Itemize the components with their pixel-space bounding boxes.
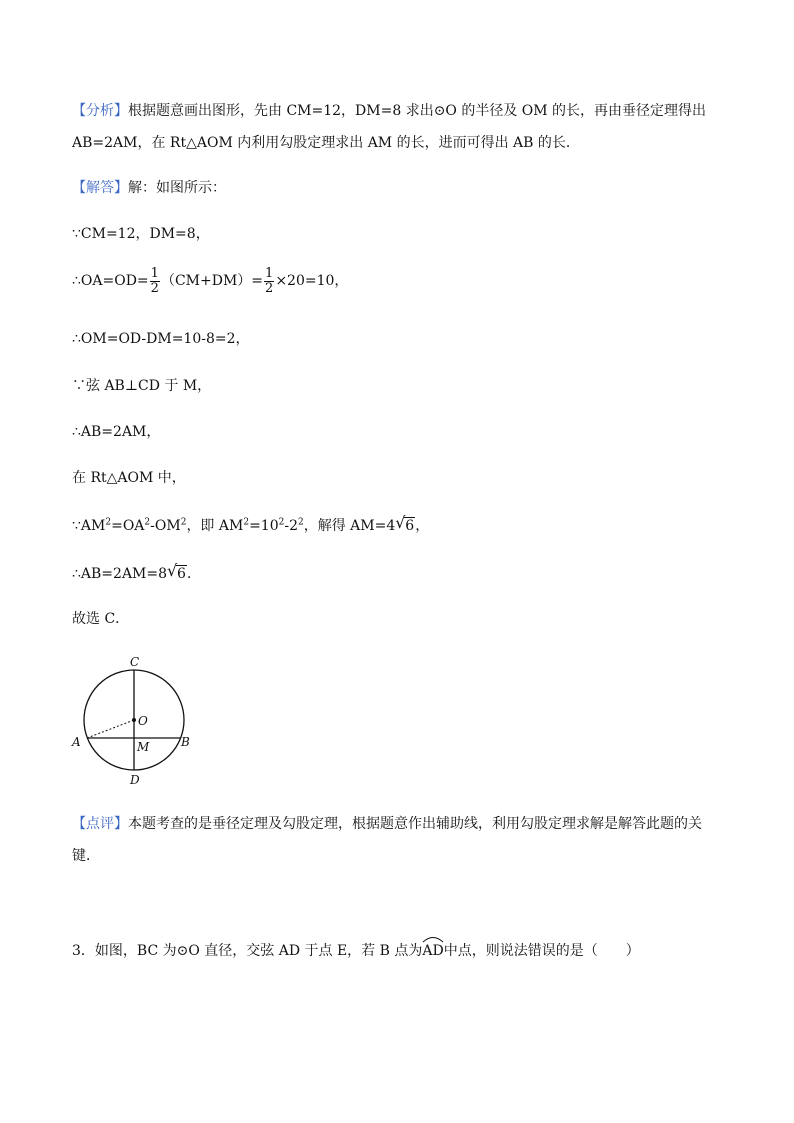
superscript: 2 xyxy=(278,517,285,528)
comment-paragraph-line2 xyxy=(72,846,100,866)
analysis-tag: 【分析】 xyxy=(72,103,128,119)
analysis-text-1: 根据题意画出图形，先由 CM=12，DM=8 求出⊙O 的半径及 OM 的长，再由垂径定理得出 xyxy=(128,103,707,119)
square-root xyxy=(395,513,415,536)
solution-step-2 xyxy=(72,266,348,296)
solution-tag: 【解答】 xyxy=(72,180,128,196)
step7-part: ，即 AM xyxy=(186,518,244,534)
step8-prefix: ∴AB=2AM=8 xyxy=(72,566,168,582)
label-o: O xyxy=(138,714,148,728)
comment-text-2: 键． xyxy=(72,848,100,864)
fraction-numerator: 1 xyxy=(265,265,274,281)
comment-paragraph-line1 xyxy=(72,814,702,834)
comment-text-1: 本题考查的是垂径定理及勾股定理，根据题意作出辅助线，利用勾股定理求解是解答此题的关 xyxy=(128,816,702,832)
radical-sign-icon: √ xyxy=(167,561,178,580)
solution-step-4: ∵弦 AB⊥CD 于 M， xyxy=(72,378,212,394)
solution-conclusion: 故选 C． xyxy=(72,611,130,627)
solution-step-6: 在 Rt△AOM 中， xyxy=(72,470,186,486)
fraction-denominator: 2 xyxy=(265,280,274,296)
superscript: 2 xyxy=(105,517,112,528)
question-3 xyxy=(72,941,640,961)
label-c: C xyxy=(130,655,140,669)
radius-oa-dashed xyxy=(87,720,134,738)
center-point-o xyxy=(132,718,136,722)
step7-part: -OM xyxy=(150,518,181,534)
fraction-denominator: 2 xyxy=(150,280,159,296)
arc-ad xyxy=(422,941,443,961)
superscript: 2 xyxy=(180,517,187,528)
step7-part: ，解得 AM=4 xyxy=(303,518,396,534)
analysis-paragraph-line1 xyxy=(72,101,706,121)
step2-middle: （CM+DM）= xyxy=(160,273,264,289)
superscript: 2 xyxy=(298,517,304,528)
solution-step-8 xyxy=(72,561,201,584)
analysis-paragraph-line2 xyxy=(72,133,580,153)
step7-part: =10 xyxy=(249,518,279,534)
arc-label: AD xyxy=(422,943,444,959)
step7-part: -2 xyxy=(284,518,298,534)
radical-sign-icon: √ xyxy=(395,513,406,532)
fraction-half-1 xyxy=(150,267,160,296)
label-m: M xyxy=(137,740,150,754)
label-a: A xyxy=(72,735,81,749)
superscript: 2 xyxy=(144,517,151,528)
solution-step-1: ∵CM=12，DM=8， xyxy=(72,226,210,242)
step7-part: =OA xyxy=(111,518,145,534)
fraction-numerator: 1 xyxy=(150,265,159,281)
arc-mark-icon xyxy=(422,935,444,943)
circle-figure xyxy=(66,650,206,790)
step8-suffix: ． xyxy=(186,566,201,582)
analysis-text-2: AB=2AM，在 Rt△AOM 内利用勾股定理求出 AM 的长，进而可得出 AB 的长． xyxy=(72,135,580,151)
question3-text-1: 3．如图，BC 为⊙O 直径，交弦 AD 于点 E，若 B 点为 xyxy=(72,943,423,959)
step7-part: ∵AM xyxy=(72,518,106,534)
solution-step-5: ∴AB=2AM， xyxy=(72,424,161,440)
solution-step-7 xyxy=(72,513,430,536)
step2-suffix: ×20=10， xyxy=(275,273,349,289)
superscript: 2 xyxy=(243,517,250,528)
fraction-half-2 xyxy=(264,267,274,296)
solution-heading xyxy=(72,178,226,198)
comment-tag: 【点评】 xyxy=(72,816,128,832)
solution-intro: 解：如图所示： xyxy=(128,180,226,196)
radicand: 6 xyxy=(177,566,186,582)
step7-part: ， xyxy=(415,518,430,534)
square-root xyxy=(167,561,187,584)
radicand: 6 xyxy=(405,518,415,534)
question3-text-2: 中点，则说法错误的是（ ） xyxy=(443,943,640,959)
solution-step-3: ∴OM=OD-DM=10-8=2， xyxy=(72,331,250,347)
label-d: D xyxy=(130,773,140,787)
label-b: B xyxy=(181,735,190,749)
step2-prefix: ∴OA=OD= xyxy=(72,273,149,289)
